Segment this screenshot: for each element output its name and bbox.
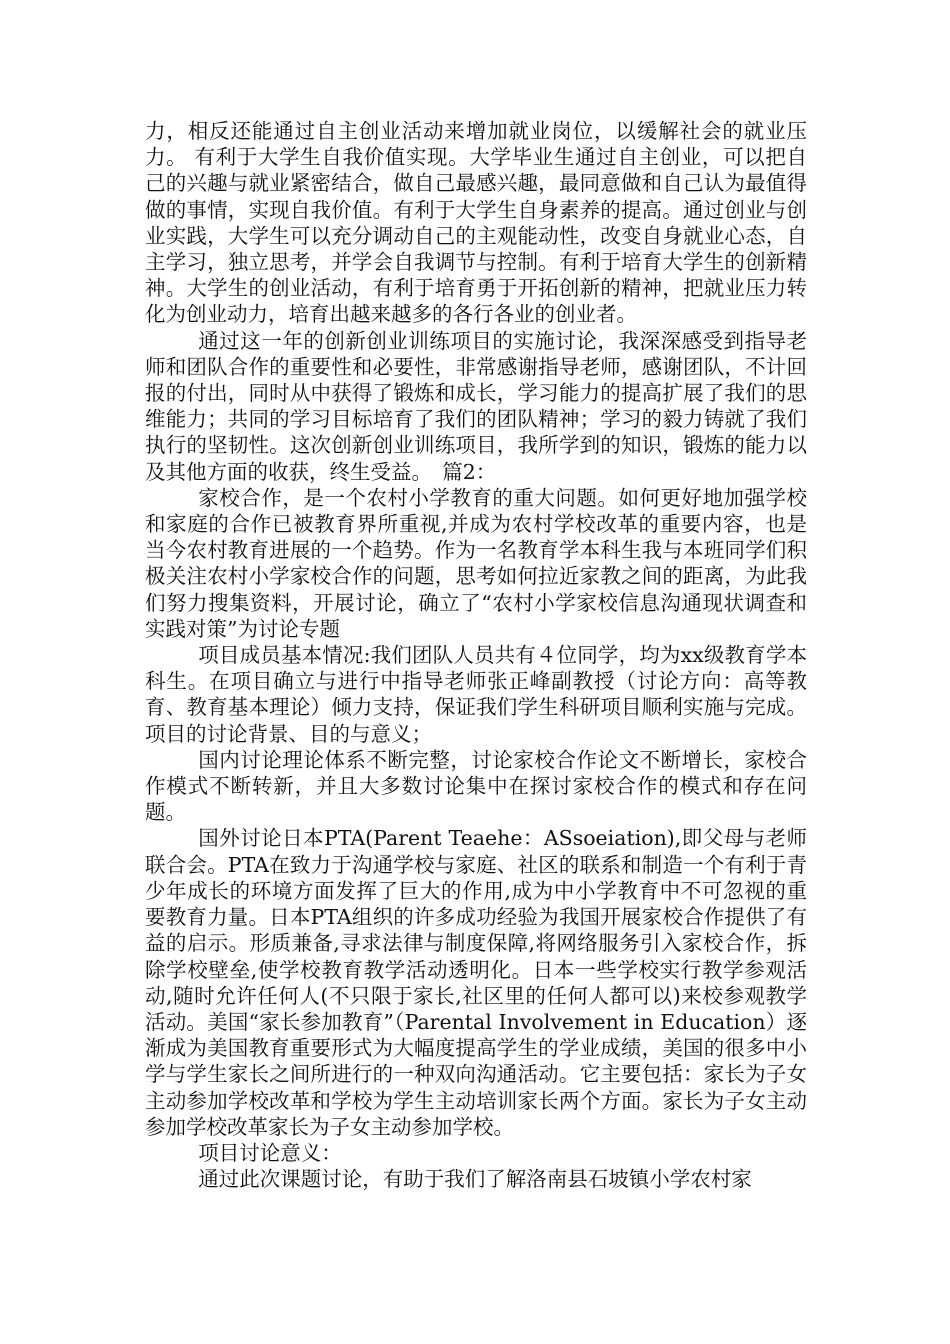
- paragraph-entrepreneurship-benefits: 力，相反还能通过自主创业活动来增加就业岗位，以缓解社会的就业压力。 有利于大学生自我价值实现。大学毕业生通过自主创业，可以把自己的兴趣与就业紧密结合，做自己最感兴趣，最同意做和自己认为最值得做的事情，实现自我价值。有利于大学生自身素养的提高。通过创业与创业实践，大学生可以充分调动自己的主观能动性，改变自身就业心态，自主学习，独立思考，并学会自我调节与控制。有利于培育大学生的创新精神。大学生的创业活动，有利于培育勇于开拓创新的精神，把就业压力转化为创业动力，培育出越来越多的各行各业的创业者。: [145, 119, 807, 327]
- paragraph-home-school-cooperation: 家校合作，是一个农村小学教育的重大问题。如何更好地加强学校和家庭的合作已被教育界所重视,并成为农村学校改革的重要内容，也是当今农村教育进展的一个趋势。作为一名教育学本科生我与本班同学们积极关注农村小学家校合作的问题，思考如何拉近家教之间的距离，为此我们努力搜集资料，开展讨论，确立了“农村小学家校信息沟通现状调查和实践对策”为讨论专题: [145, 485, 807, 641]
- paragraph-foreign-research: 国外讨论日本PTA(Parent Teaehe：ASsoeiation),即父母与老师联合会。PTA在致力于沟通学校与家庭、社区的联系和制造一个有利于青少年成长的环境方面发挥了巨大的作用,成为中小学教育中不可忽视的重要教育力量。日本PTA组织的许多成功经验为我国开展家校合作提供了有益的启示。形质兼备,寻求法律与制度保障,将网络服务引入家校合作，拆除学校壁垒,使学校教育教学活动透明化。日本一些学校实行教学参观活动,随时允许任何人(不只限于家长,社区里的任何人都可以)来校参观教学活动。美国“家长参加教育”（Parental Involvement in Education）逐渐成为美国教育重要形式为大幅度提高学生的学业成绩，美国的很多中小学与学生家长之间所进行的一种双向沟通活动。它主要包括：家长为子女主动参加学校改革和学校为学生主动培训家长两个方面。家长为子女主动参加学校改革家长为子女主动参加学校。: [145, 826, 807, 1139]
- paragraph-team-members: 项目成员基本情况:我们团队人员共有４位同学，均为xx级教育学本科生。在项目确立与进行中指导老师张正峰副教授（讨论方向：高等教育、教育基本理论）倾力支持，保证我们学生科研项目顺利实施与完成。 项目的讨论背景、目的与意义；: [145, 643, 807, 746]
- paragraph-significance-heading: 项目讨论意义：: [198, 1140, 342, 1165]
- paragraph-project-reflection: 通过这一年的创新创业训练项目的实施讨论，我深深感受到指导老师和团队合作的重要性和必要性，非常感谢指导老师，感谢团队，不计回报的付出，同时从中获得了锻炼和成长，学习能力的提高扩展了我们的思维能力；共同的学习目标培育了我们的团队精神；学习的毅力铸就了我们执行的坚韧性。这次创新创业训练项目，我所学到的知识，锻炼的能力以及其他方面的收获，终生受益。 篇2：: [145, 328, 807, 484]
- document-body: [145, 118, 807, 1192]
- paragraph-domestic-research: 国内讨论理论体系不断完整，讨论家校合作论文不断增长，家校合作模式不断转新，并且大多数讨论集中在探讨家校合作的模式和存在问题。: [145, 747, 807, 825]
- paragraph-significance-text: 通过此次课题讨论，有助于我们了解洛南县石坡镇小学农村家: [198, 1167, 752, 1192]
